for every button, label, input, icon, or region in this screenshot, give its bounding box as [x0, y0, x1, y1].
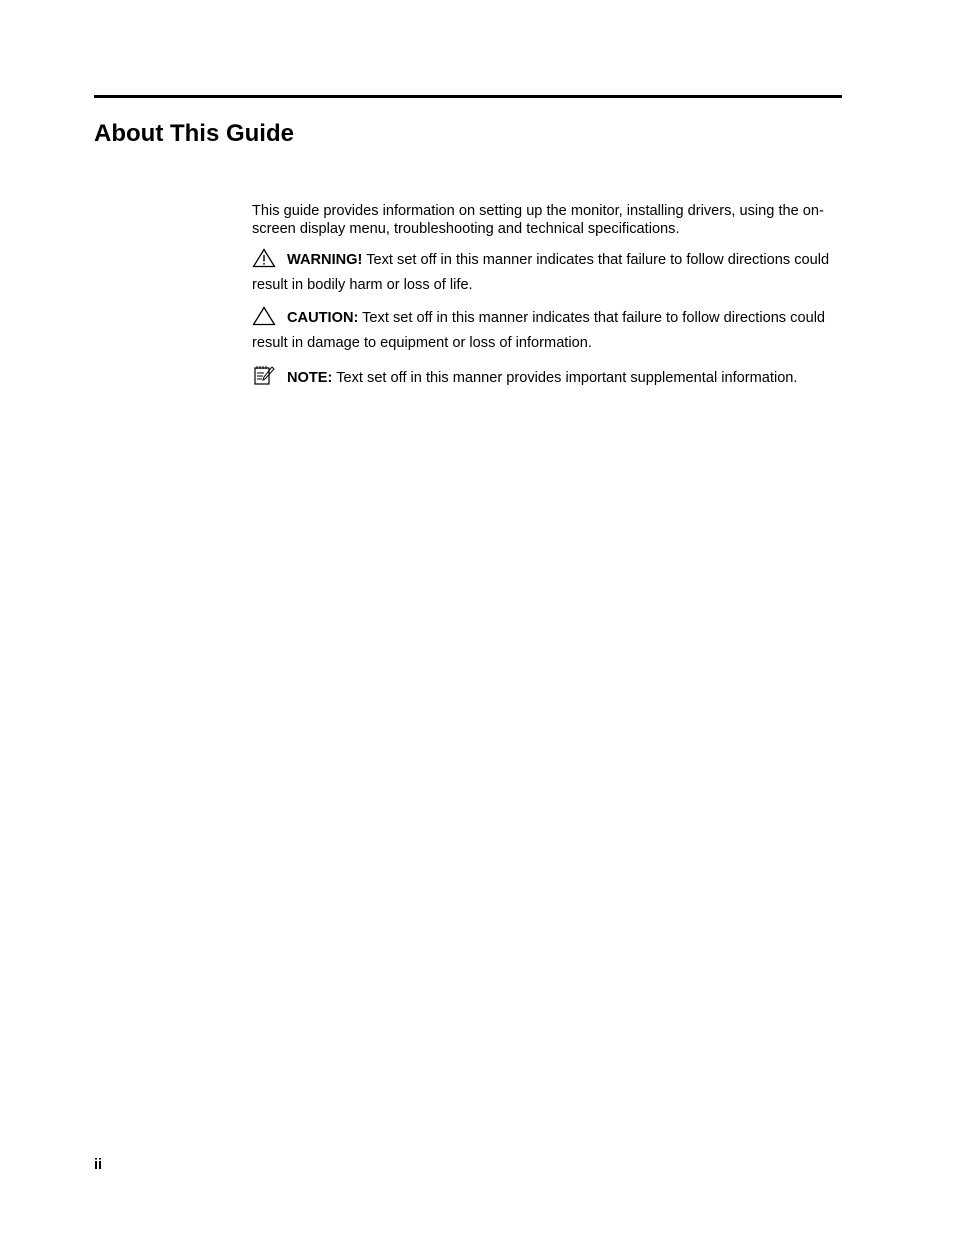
warning-text: Text set off in this manner indicates that failure to follow directions could result in bodily harm or loss of life.	[252, 252, 830, 293]
caution-label: CAUTION:	[287, 310, 359, 326]
caution-triangle-icon	[252, 306, 276, 333]
caution-notice	[252, 306, 842, 354]
note-notice	[252, 364, 842, 393]
warning-label: WARNING!	[287, 252, 363, 268]
caution-text: Text set off in this manner indicates that failure to follow directions could result in damage to equipment or loss of information.	[252, 310, 826, 351]
warning-notice	[252, 248, 842, 296]
warning-triangle-icon	[252, 248, 276, 275]
top-rule	[94, 95, 842, 98]
page-title: About This Guide	[94, 120, 294, 147]
note-label: NOTE:	[287, 370, 333, 386]
intro-paragraph: This guide provides information on setting up the monitor, installing drivers, using the on-screen display menu, troubleshooting and technical specifications.	[252, 203, 824, 237]
page-number: ii	[94, 1157, 103, 1173]
note-pad-icon	[252, 364, 276, 393]
guide-content	[252, 202, 842, 403]
note-text: Text set off in this manner provides important supplemental information.	[332, 370, 798, 386]
